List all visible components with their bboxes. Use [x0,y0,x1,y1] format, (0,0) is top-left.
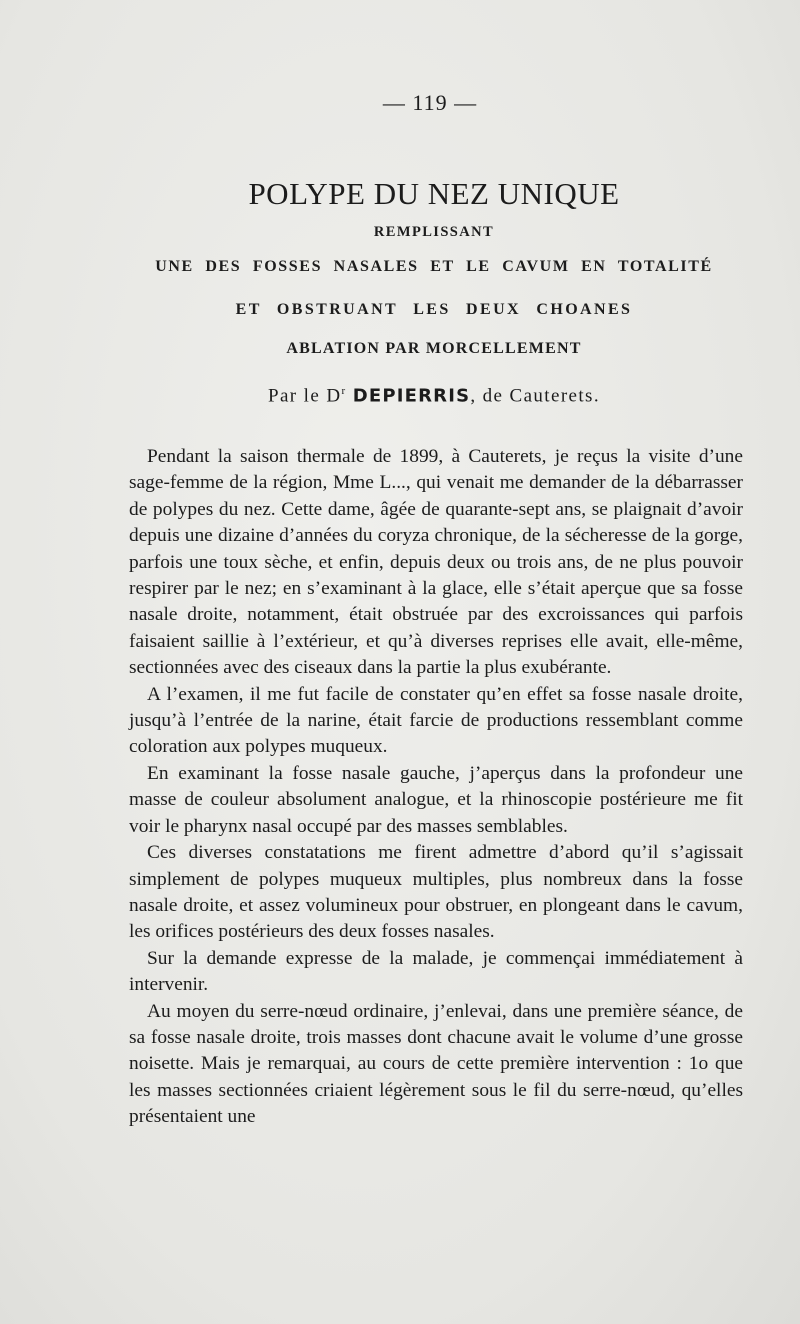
subtitle-line-1: REMPLISSANT [373,224,495,240]
paragraph-1: Pendant la saison thermale de 1899, à Cauterets, je reçus la visite d’une sage-femme de la région, Mme L..., qui venait me demander de la débarrasser de polypes du nez. Cette dame, âgée de quarante-sept ans, se plaignait d’avoir depuis une dizaine d’années du coryza chronique, de la sécheresse de la gorge, parfois une toux sèche, et enfin, depuis deux ou trois ans, de ne plus pouvoir respirer par le nez; en s’examinant à la glace, elle s’était aperçue que sa fosse nasale droite, notamment, était obstruée par des excroissances qui parfois faisaient saillie à l’extérieur, et qu’à diverses reprises elle avait, elle-même, sectionnées avec des ciseaux dans la partie la plus exubérante. [129,446,743,679]
byline-suffix: , de Cauterets. [470,385,600,407]
body-text [129,444,743,1131]
page-number: — 119 — [382,90,478,115]
paragraph-4: Ces diverses constatations me firent admettre d’abord qu’il s’agissait simplement de polypes muqueux multiples, plus nombreux dans la fosse nasale droite, et assez volumineux pour obstruer, en plongeant dans le cavum, les orifices postérieurs des deux fosses nasales. [129,842,743,943]
article-title: POLYPE DU NEZ UNIQUE [248,176,620,211]
author-name: DEPIERRIS [352,385,471,407]
byline-title-sup: r [341,385,347,397]
subtitle-line-3: ET OBSTRUANT LES DEUX CHOANES [235,301,633,318]
paragraph-5: Sur la demande expresse de la malade, je commençai immédiatement à intervenir. [129,947,743,996]
paragraph-6: Au moyen du serre-nœud ordinaire, j’enlevai, dans une première séance, de sa fosse nasale droite, trois masses dont chacune avait le volume d’une grosse noisette. Mais je remarquai, au cours de cette première intervention : 1o que les masses sectionnées criaient légèrement sous le fil du serre-nœud, qu’elles présentaient une [129,1000,743,1128]
subtitle-line-4: ABLATION PAR MORCELLEMENT [286,340,582,357]
byline-prefix: Par le D [268,385,342,407]
paragraph-3: En examinant la fosse nasale gauche, j’aperçus dans la profondeur une masse de couleur absolument analogue, et la rhinoscopie postérieure me fit voir le pharynx nasal occupé par des masses semblables. [129,762,743,837]
subtitle-line-2: UNE DES FOSSES NASALES ET LE CAVUM EN TOTALITÉ [155,258,713,275]
paragraph-2: A l’examen, il me fut facile de constater qu’en effet sa fosse nasale droite, jusqu’à l’entrée de la narine, était farcie de productions ressemblant comme coloration aux polypes muqueux. [129,683,743,758]
byline [0,385,800,407]
